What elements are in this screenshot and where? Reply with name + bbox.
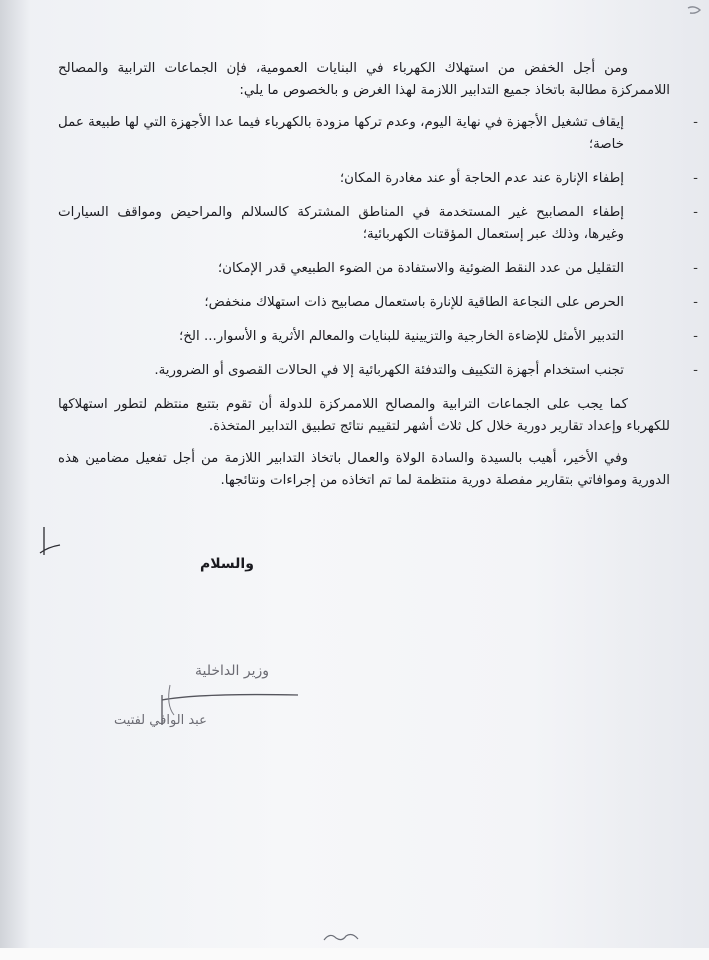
corner-mark-icon (686, 4, 704, 18)
final-paragraph: وفي الأخير، أهيب بالسيدة والسادة الولاة والعمال باتخاذ التدابير اللازمة من أجل تفعيل مضامين هذه الدورية وموافاتي بتقارير مفصلة دورية منتظمة لما تم اتخاذه من إجراءات ونتائجها. (58, 451, 670, 488)
list-item: - إطفاء الإنارة عند عدم الحاجة أو عند مغادرة المكان؛ (58, 168, 670, 190)
list-item: - الحرص على النجاعة الطاقية للإنارة باستعمال مصابيح ذات استهلاك منخفض؛ (58, 292, 670, 314)
list-item: - التقليل من عدد النقط الضوئية والاستفادة من الضوء الطبيعي قدر الإمكان؛ (58, 258, 670, 280)
intro-paragraph: ومن أجل الخفض من استهلاك الكهرباء في البنايات العمومية، فإن الجماعات الترابية والمصالح اللاممركزة مطالبة باتخاذ جميع التدابير اللازمة لهذا الغرض و بالخصوص ما يلي: (58, 61, 670, 98)
signatory-title: وزير الداخلية (195, 663, 270, 679)
measures-list (58, 112, 670, 382)
monitoring-paragraph: كما يجب على الجماعات الترابية والمصالح اللاممركزة للدولة أن تقوم بتتبع منتظم لتطور استهلاكها للكهرباء وإعداد تقارير دورية خلال كل ثلاث أشهر لتقييم نتائج تطبيق التدابير المتخذة. (58, 397, 670, 434)
page-edge-shadow (0, 0, 30, 948)
list-item: - تجنب استخدام أجهزة التكييف والتدفئة الكهربائية إلا في الحالات القصوى أو الضرورية. (58, 360, 670, 382)
image-bottom-strip (0, 948, 709, 960)
closing-salutation: والسلام (200, 556, 254, 572)
signatory-name: عبد الوافي لفتيت (114, 713, 207, 728)
list-item: - التدبير الأمثل للإضاءة الخارجية والتزيينية للبنايات والمعالم الأثرية و الأسوار... الخ؛ (58, 326, 670, 348)
margin-tick-icon (38, 525, 64, 561)
letter-body (58, 58, 670, 502)
page-footer-mark-icon (322, 930, 362, 944)
list-item: - إيقاف تشغيل الأجهزة في نهاية اليوم، وعدم تركها مزودة بالكهرباء فيما عدا الأجهزة التي لها طبيعة عمل خاصة؛ (58, 112, 670, 156)
signature-block (110, 655, 310, 745)
list-item: - إطفاء المصابيح غير المستخدمة في المناطق المشتركة كالسلالم والمراحيض ومواقف السيارات وغيرها، وذلك عبر إستعمال المؤقتات الكهربائية؛ (58, 202, 670, 246)
